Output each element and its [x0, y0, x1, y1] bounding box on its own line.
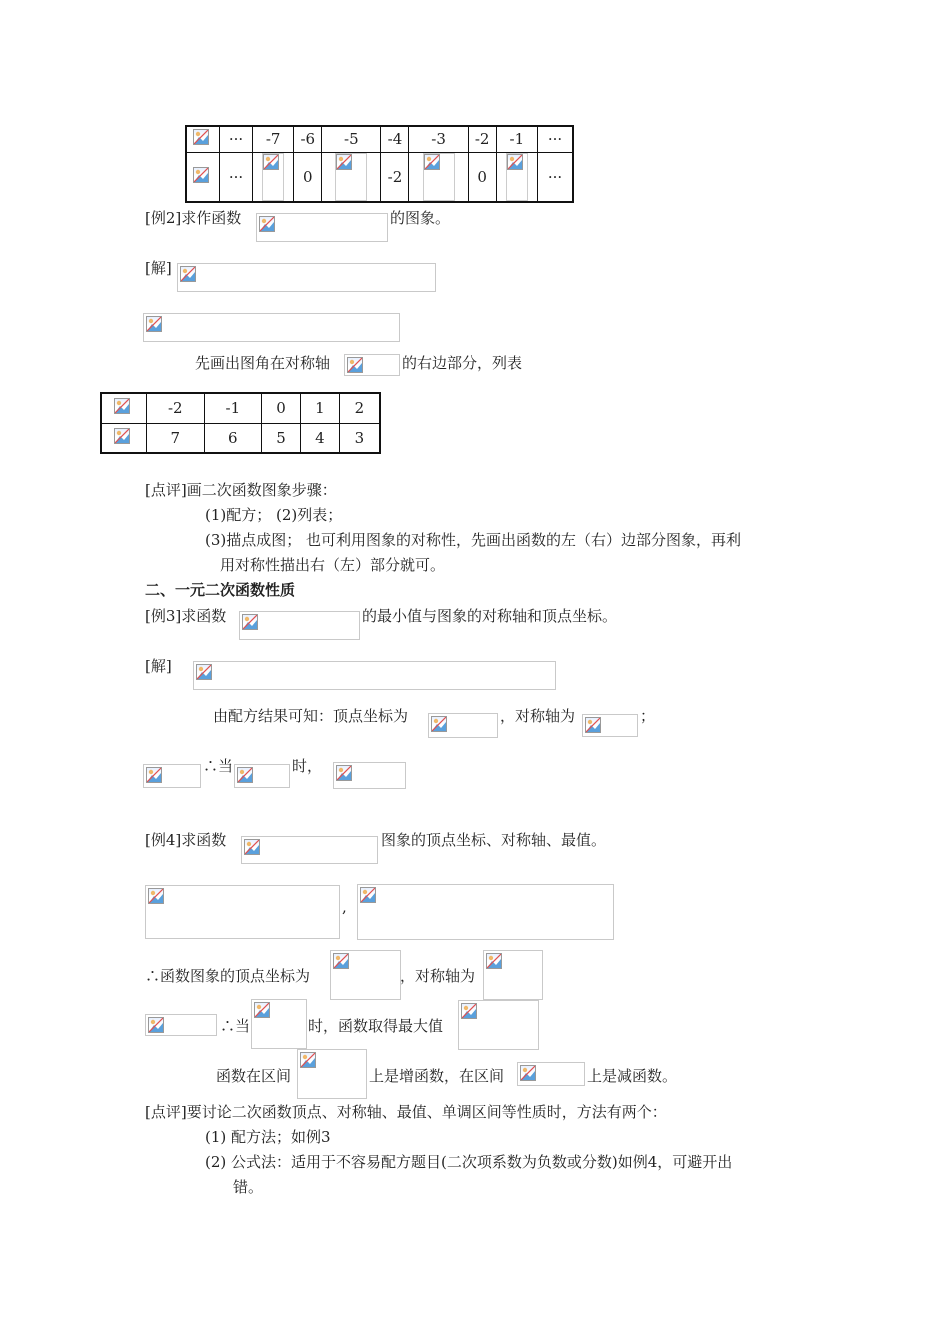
section-heading: 二、一元二次函数性质 — [145, 581, 296, 599]
table-row — [101, 393, 380, 423]
table-cell — [101, 423, 147, 453]
table-cell: 5 — [262, 423, 301, 453]
formula-image — [256, 213, 388, 242]
table-cell: -2 — [147, 393, 205, 423]
table-cell: 0 — [294, 152, 322, 202]
broken-image-icon — [114, 428, 134, 448]
broken-image-icon — [262, 153, 284, 201]
solution-text: ∴函数图象的顶点坐标为 — [145, 967, 311, 985]
formula-image — [517, 1062, 585, 1086]
broken-image-icon — [196, 664, 212, 680]
broken-image-icon — [259, 216, 275, 232]
formula-image — [143, 313, 400, 342]
table-cell: -3 — [409, 126, 468, 152]
formula-image — [177, 263, 436, 292]
table-cell: -5 — [322, 126, 381, 152]
broken-image-icon — [335, 153, 367, 201]
table-cell: ··· — [538, 126, 574, 152]
formula-image — [582, 714, 638, 737]
formula-image — [458, 1000, 539, 1050]
comment-title: [点评]要讨论二次函数顶点、对称轴、最值、单调区间等性质时，方法有两个： — [145, 1103, 667, 1121]
formula-image — [145, 1014, 217, 1036]
table-cell — [322, 152, 381, 202]
formula-image — [333, 762, 406, 789]
solution-text: 先画出图角在对称轴 — [195, 354, 331, 372]
solution-text: 的右边部分，列表 — [402, 354, 523, 372]
broken-image-icon — [193, 167, 213, 187]
value-table-2 — [100, 392, 381, 454]
comment-line: (2) 公式法：适用于不容易配方题目(二次项系数为负数或分数)如例4，可避开出 — [205, 1153, 733, 1171]
table-cell — [186, 152, 220, 202]
table-cell: -7 — [253, 126, 294, 152]
comment-line: 用对称性描出右（左）部分就可。 — [220, 556, 446, 574]
formula-image — [234, 764, 290, 788]
formula-image — [251, 999, 307, 1049]
solution-text: 时， — [292, 757, 323, 775]
table-cell: 3 — [339, 423, 380, 453]
table-cell: ··· — [538, 152, 574, 202]
table-cell: -2 — [381, 152, 409, 202]
broken-image-icon — [333, 953, 349, 969]
formula-image — [145, 885, 340, 939]
broken-image-icon — [360, 887, 376, 903]
broken-image-icon — [461, 1003, 477, 1019]
table-cell — [186, 126, 220, 152]
table-cell — [409, 152, 468, 202]
comment-line: (1) 配方法；如例3 — [205, 1128, 331, 1146]
solution-text: 上是减函数。 — [587, 1067, 678, 1085]
broken-image-icon — [193, 129, 213, 149]
formula-image — [330, 950, 401, 1000]
comment-line: (3)描点成图； 也可利用图象的对称性，先画出函数的左（右）边部分图象，再利 — [205, 531, 742, 549]
solution-text: ∴当 — [220, 1017, 251, 1035]
solution-text: ，对称轴为 — [500, 707, 576, 725]
solution-text: 由配方结果可知：顶点坐标为 — [213, 707, 409, 725]
formula-image — [357, 884, 614, 940]
example-2-prefix: [例2]求作函数 — [145, 209, 242, 227]
example-3-suffix: 的最小值与图象的对称轴和顶点坐标。 — [362, 607, 618, 625]
broken-image-icon — [114, 398, 134, 418]
broken-image-icon — [585, 717, 601, 733]
broken-image-icon — [244, 839, 260, 855]
formula-image — [241, 836, 378, 864]
formula-image — [344, 354, 400, 376]
broken-image-icon — [180, 266, 196, 282]
table-row — [186, 152, 573, 202]
table-cell: 7 — [147, 423, 205, 453]
broken-image-icon — [237, 767, 253, 783]
broken-image-icon — [254, 1002, 270, 1018]
broken-image-icon — [300, 1052, 316, 1068]
table-cell — [253, 152, 294, 202]
broken-image-icon — [336, 765, 352, 781]
table-cell — [101, 393, 147, 423]
comment-line: 错。 — [233, 1178, 264, 1196]
example-4-prefix: [例4]求函数 — [145, 831, 227, 849]
broken-image-icon — [148, 888, 164, 904]
table-cell: 0 — [468, 152, 496, 202]
table-cell: 4 — [300, 423, 339, 453]
formula-image — [428, 713, 498, 738]
separator-comma: , — [342, 898, 347, 916]
solution-label: [解] — [145, 259, 172, 277]
formula-image — [239, 611, 360, 640]
broken-image-icon — [506, 153, 528, 201]
table-cell: 6 — [204, 423, 262, 453]
solution-text: ∴当 — [203, 757, 234, 775]
solution-text: 函数在区间 — [216, 1067, 292, 1085]
table-cell: 2 — [339, 393, 380, 423]
example-3-prefix: [例3]求函数 — [145, 607, 227, 625]
solution-text: ； — [640, 707, 656, 725]
table-cell: 1 — [300, 393, 339, 423]
example-2-suffix: 的图象。 — [390, 209, 451, 227]
solution-label: [解] — [145, 657, 172, 675]
table-cell: ··· — [220, 126, 253, 152]
solution-text: ，对称轴为 — [400, 967, 476, 985]
formula-image — [297, 1049, 367, 1099]
broken-image-icon — [431, 716, 447, 732]
broken-image-icon — [148, 1017, 164, 1033]
value-table-1 — [185, 125, 574, 203]
table-cell: -1 — [204, 393, 262, 423]
comment-title: [点评]画二次函数图象步骤： — [145, 481, 337, 499]
broken-image-icon — [242, 614, 258, 630]
solution-text: 上是增函数，在区间 — [369, 1067, 505, 1085]
broken-image-icon — [146, 316, 162, 332]
broken-image-icon — [486, 953, 502, 969]
table-cell: ··· — [220, 152, 253, 202]
table-row — [186, 126, 573, 152]
table-cell — [496, 152, 537, 202]
solution-text: 时，函数取得最大值 — [308, 1017, 444, 1035]
formula-image — [483, 950, 543, 1000]
broken-image-icon — [423, 153, 455, 201]
example-4-suffix: 图象的顶点坐标、对称轴、最值。 — [381, 831, 607, 849]
comment-line: (1)配方； (2)列表； — [205, 506, 343, 524]
table-cell: -2 — [468, 126, 496, 152]
broken-image-icon — [146, 767, 162, 783]
table-cell: 0 — [262, 393, 301, 423]
formula-image — [143, 764, 201, 788]
broken-image-icon — [347, 357, 363, 373]
table-cell: -1 — [496, 126, 537, 152]
table-row — [101, 423, 380, 453]
formula-image — [193, 661, 556, 690]
table-cell: -6 — [294, 126, 322, 152]
table-cell: -4 — [381, 126, 409, 152]
broken-image-icon — [520, 1065, 536, 1081]
